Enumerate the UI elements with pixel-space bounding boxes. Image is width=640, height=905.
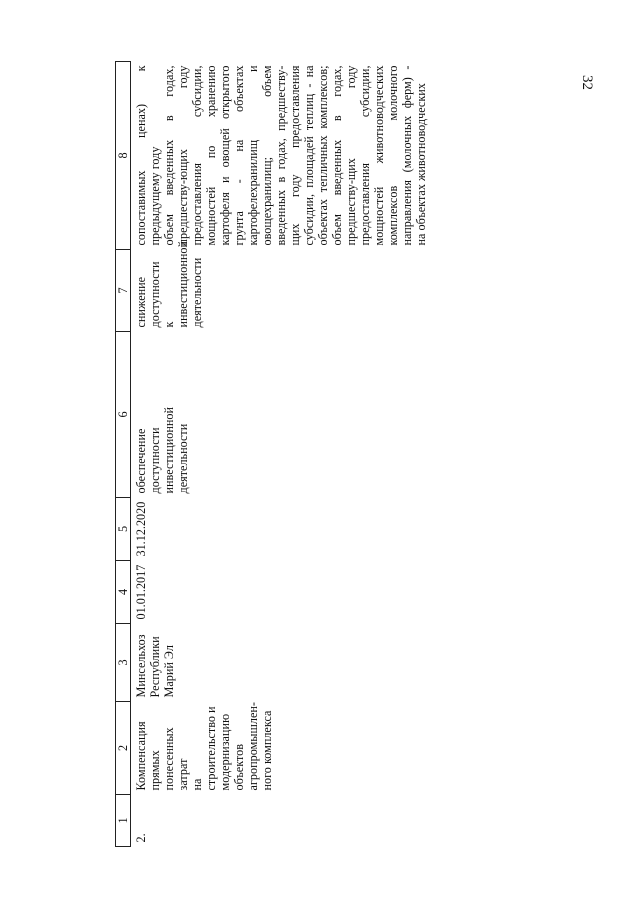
indicator-text: объем введенных в годах, предшеству-ющих году предоставления субсидии, мощностей по хранению картофеля и овощей открытого грунта - на объектах картофелехранилищ и овощехранилищ; объем введенных в годах, предшеству-щих году предоставления субсидии, площадей теплиц - на объектах тепличных комплексов; объем введенных в годах, предшеству-щих году предоставления субсидии, мощностей животноводческих комплексов молочного направления (молочных ферм) - на объектах животноводческих bbox=[162, 65, 428, 246]
column-header-2: 2 bbox=[116, 702, 131, 795]
table-row bbox=[131, 62, 429, 847]
column-header-7: 7 bbox=[116, 250, 131, 332]
consequence-marker: к bbox=[162, 321, 176, 328]
executor: Минсельхоз Республики Марий Эл bbox=[134, 634, 176, 698]
indicator-continuation: сопоставимых ценах) к предыдущему году bbox=[134, 65, 162, 246]
row-number: 2. bbox=[134, 833, 148, 843]
column-header-5: 5 bbox=[116, 498, 131, 561]
rotated-page-content bbox=[115, 62, 535, 847]
column-header-6: 6 bbox=[116, 332, 131, 498]
end-date: 31.12.2020 bbox=[134, 501, 148, 557]
measure-name: Компенсация прямых понесенных затрат на строительство и модернизацию объектов агропромышлен- ного комплекса bbox=[134, 702, 274, 791]
start-date: 01.01.2017 bbox=[134, 564, 148, 620]
column-header-8: 8 bbox=[116, 62, 131, 250]
column-numbers-row bbox=[116, 62, 131, 847]
non-implementation-consequence: снижение доступности к инвестиционной деятельности bbox=[134, 241, 204, 328]
column-header-1: 1 bbox=[116, 795, 131, 847]
expected-result: обеспечение доступности инвестиционной деятельности bbox=[134, 407, 190, 494]
activities-table bbox=[115, 61, 428, 847]
column-header-3: 3 bbox=[116, 624, 131, 702]
page-number: 32 bbox=[579, 75, 595, 90]
column-header-4: 4 bbox=[116, 561, 131, 624]
indicators bbox=[131, 62, 429, 250]
